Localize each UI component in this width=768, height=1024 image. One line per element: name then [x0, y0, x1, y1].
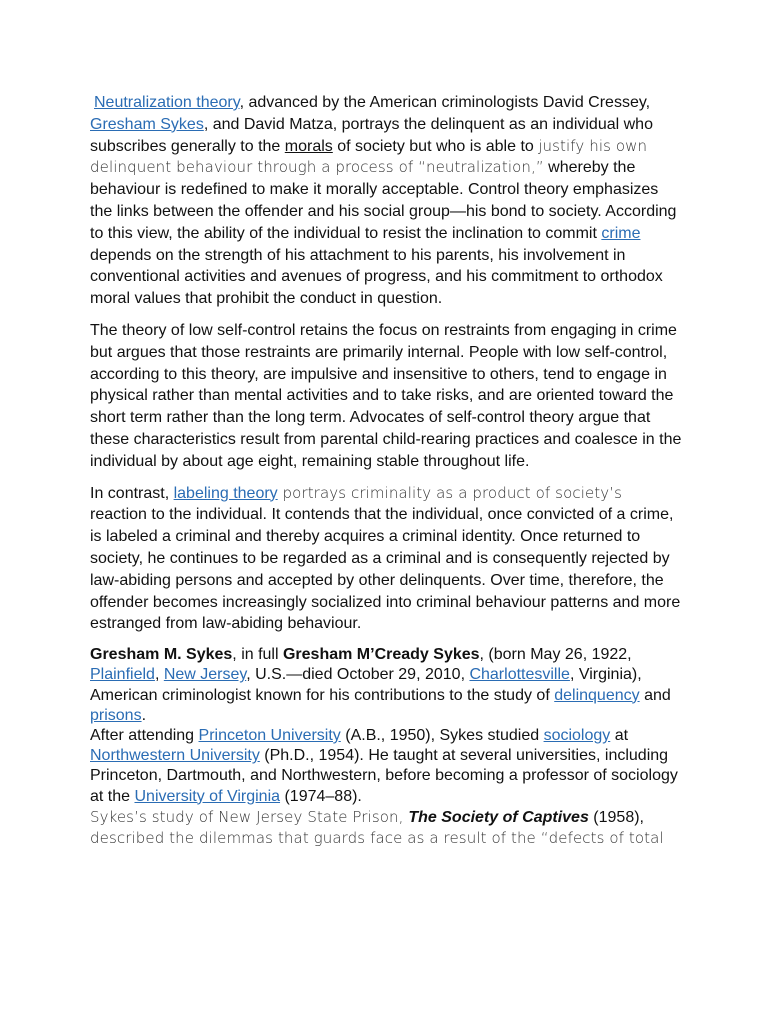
text-span: , advanced by the American criminologists David Cressey,	[239, 94, 651, 111]
text-span: (Ph.D., 1954). He taught at several universities, including Princeton, Dartmouth, and Northwestern, before becoming a professor of sociology at the	[90, 747, 678, 805]
bold-full-name: Gresham M’Cready Sykes	[282, 646, 480, 664]
paragraph-low-self-control: The theory of low self-control retains the focus on restraints from engaging in crime but argues that those restraints are primarily internal. People with low self-control, according to this theory, are impulsive and insensitive to others, tend to engage in physical rather than mental activities and to take risks, and are oriented toward the short term rather than the long term. Advocates of self-control theory argue that these characteristics result from parental child-rearing practices and coalesce in the individual by about age eight, remaining stable throughout life.	[90, 321, 682, 470]
text-span: whereby the behaviour is redefined to make it morally acceptable. Control theory emphasizes the links between the offender and his social group—his bond to society. According to this view, the ability of the individual to resist the inclination to commit	[90, 159, 677, 242]
text-span-light: Sykes’s study of New Jersey State Prison,	[90, 807, 409, 826]
paragraph-sykes-education	[90, 726, 682, 807]
text-span: depends on the strength of his attachment to his parents, his involvement in conventional activities and avenues of progress, and his commitment to orthodox moral values that prohibit the conduct in question.	[90, 246, 663, 308]
paragraph-labeling-theory	[90, 483, 682, 636]
link-gresham-sykes[interactable]: Gresham Sykes	[90, 115, 204, 133]
link-crime[interactable]: crime	[601, 224, 641, 242]
text-span: ,	[154, 666, 164, 684]
text-span: and	[639, 686, 671, 704]
link-prisons[interactable]: prisons	[90, 706, 142, 724]
paragraph-sykes-intro	[90, 645, 682, 726]
text-span: After attending	[90, 726, 199, 744]
link-plainfield[interactable]: Plainfield	[90, 666, 155, 684]
text-span: at	[610, 726, 629, 744]
text-span: (1958),	[588, 808, 644, 826]
link-labeling-theory[interactable]: labeling theory	[173, 484, 278, 502]
text-span: reaction to the individual. It contends that the individual, once convicted of a crime, is labeled a criminal and thereby acquires a criminal identity. Once returned to society, he continues to be regarded as a criminal and is consequently rejected by law-abiding persons and accepted by other delinquents. Over time, therefore, the offender becomes increasingly socialized into criminal behaviour patterns and more estranged from law-abiding behaviour.	[90, 506, 681, 633]
link-neutralization-theory[interactable]: Neutralization theory	[94, 94, 240, 111]
text-span-light: justify his own delinquent behaviour through a process of “neutralization,”	[90, 136, 648, 177]
text-span-light: described the dilemmas that guards face as a result of the “defects of total	[90, 828, 664, 847]
link-sociology[interactable]: sociology	[543, 726, 611, 744]
text-span: , in full	[232, 646, 283, 664]
link-new-jersey[interactable]: New Jersey	[163, 666, 247, 684]
document-page	[90, 92, 682, 849]
link-northwestern-university[interactable]: Northwestern University	[90, 747, 260, 765]
link-princeton-university[interactable]: Princeton University	[198, 726, 341, 744]
section-sykes-biography	[90, 645, 682, 849]
text-span-light: portrays criminality as a product of society’s	[277, 483, 623, 502]
text-span: , (born May 26, 1922,	[479, 646, 632, 664]
paragraph-neutralization	[90, 92, 682, 310]
link-morals[interactable]: morals	[284, 137, 333, 155]
text-span: of society but who is able to	[332, 137, 539, 155]
link-delinquency[interactable]: delinquency	[554, 686, 640, 704]
text-span: , Virginia), American criminologist known for his contributions to the study of	[90, 666, 642, 704]
link-university-of-virginia[interactable]: University of Virginia	[134, 787, 281, 805]
text-span: .	[141, 706, 147, 724]
text-span: (1974–88).	[280, 787, 362, 805]
book-title: The Society of Captives	[408, 808, 589, 826]
text-span: (A.B., 1950), Sykes studied	[340, 726, 544, 744]
text-span: In contrast,	[90, 484, 174, 502]
link-charlottesville[interactable]: Charlottesville	[469, 666, 570, 684]
bold-name: Gresham M. Sykes	[90, 646, 233, 664]
paragraph-society-of-captives	[90, 807, 682, 849]
text-span: , U.S.—died October 29, 2010,	[246, 666, 470, 684]
text-span: , and David Matza, portrays the delinquent as an individual who subscribes generally to the	[90, 115, 653, 155]
